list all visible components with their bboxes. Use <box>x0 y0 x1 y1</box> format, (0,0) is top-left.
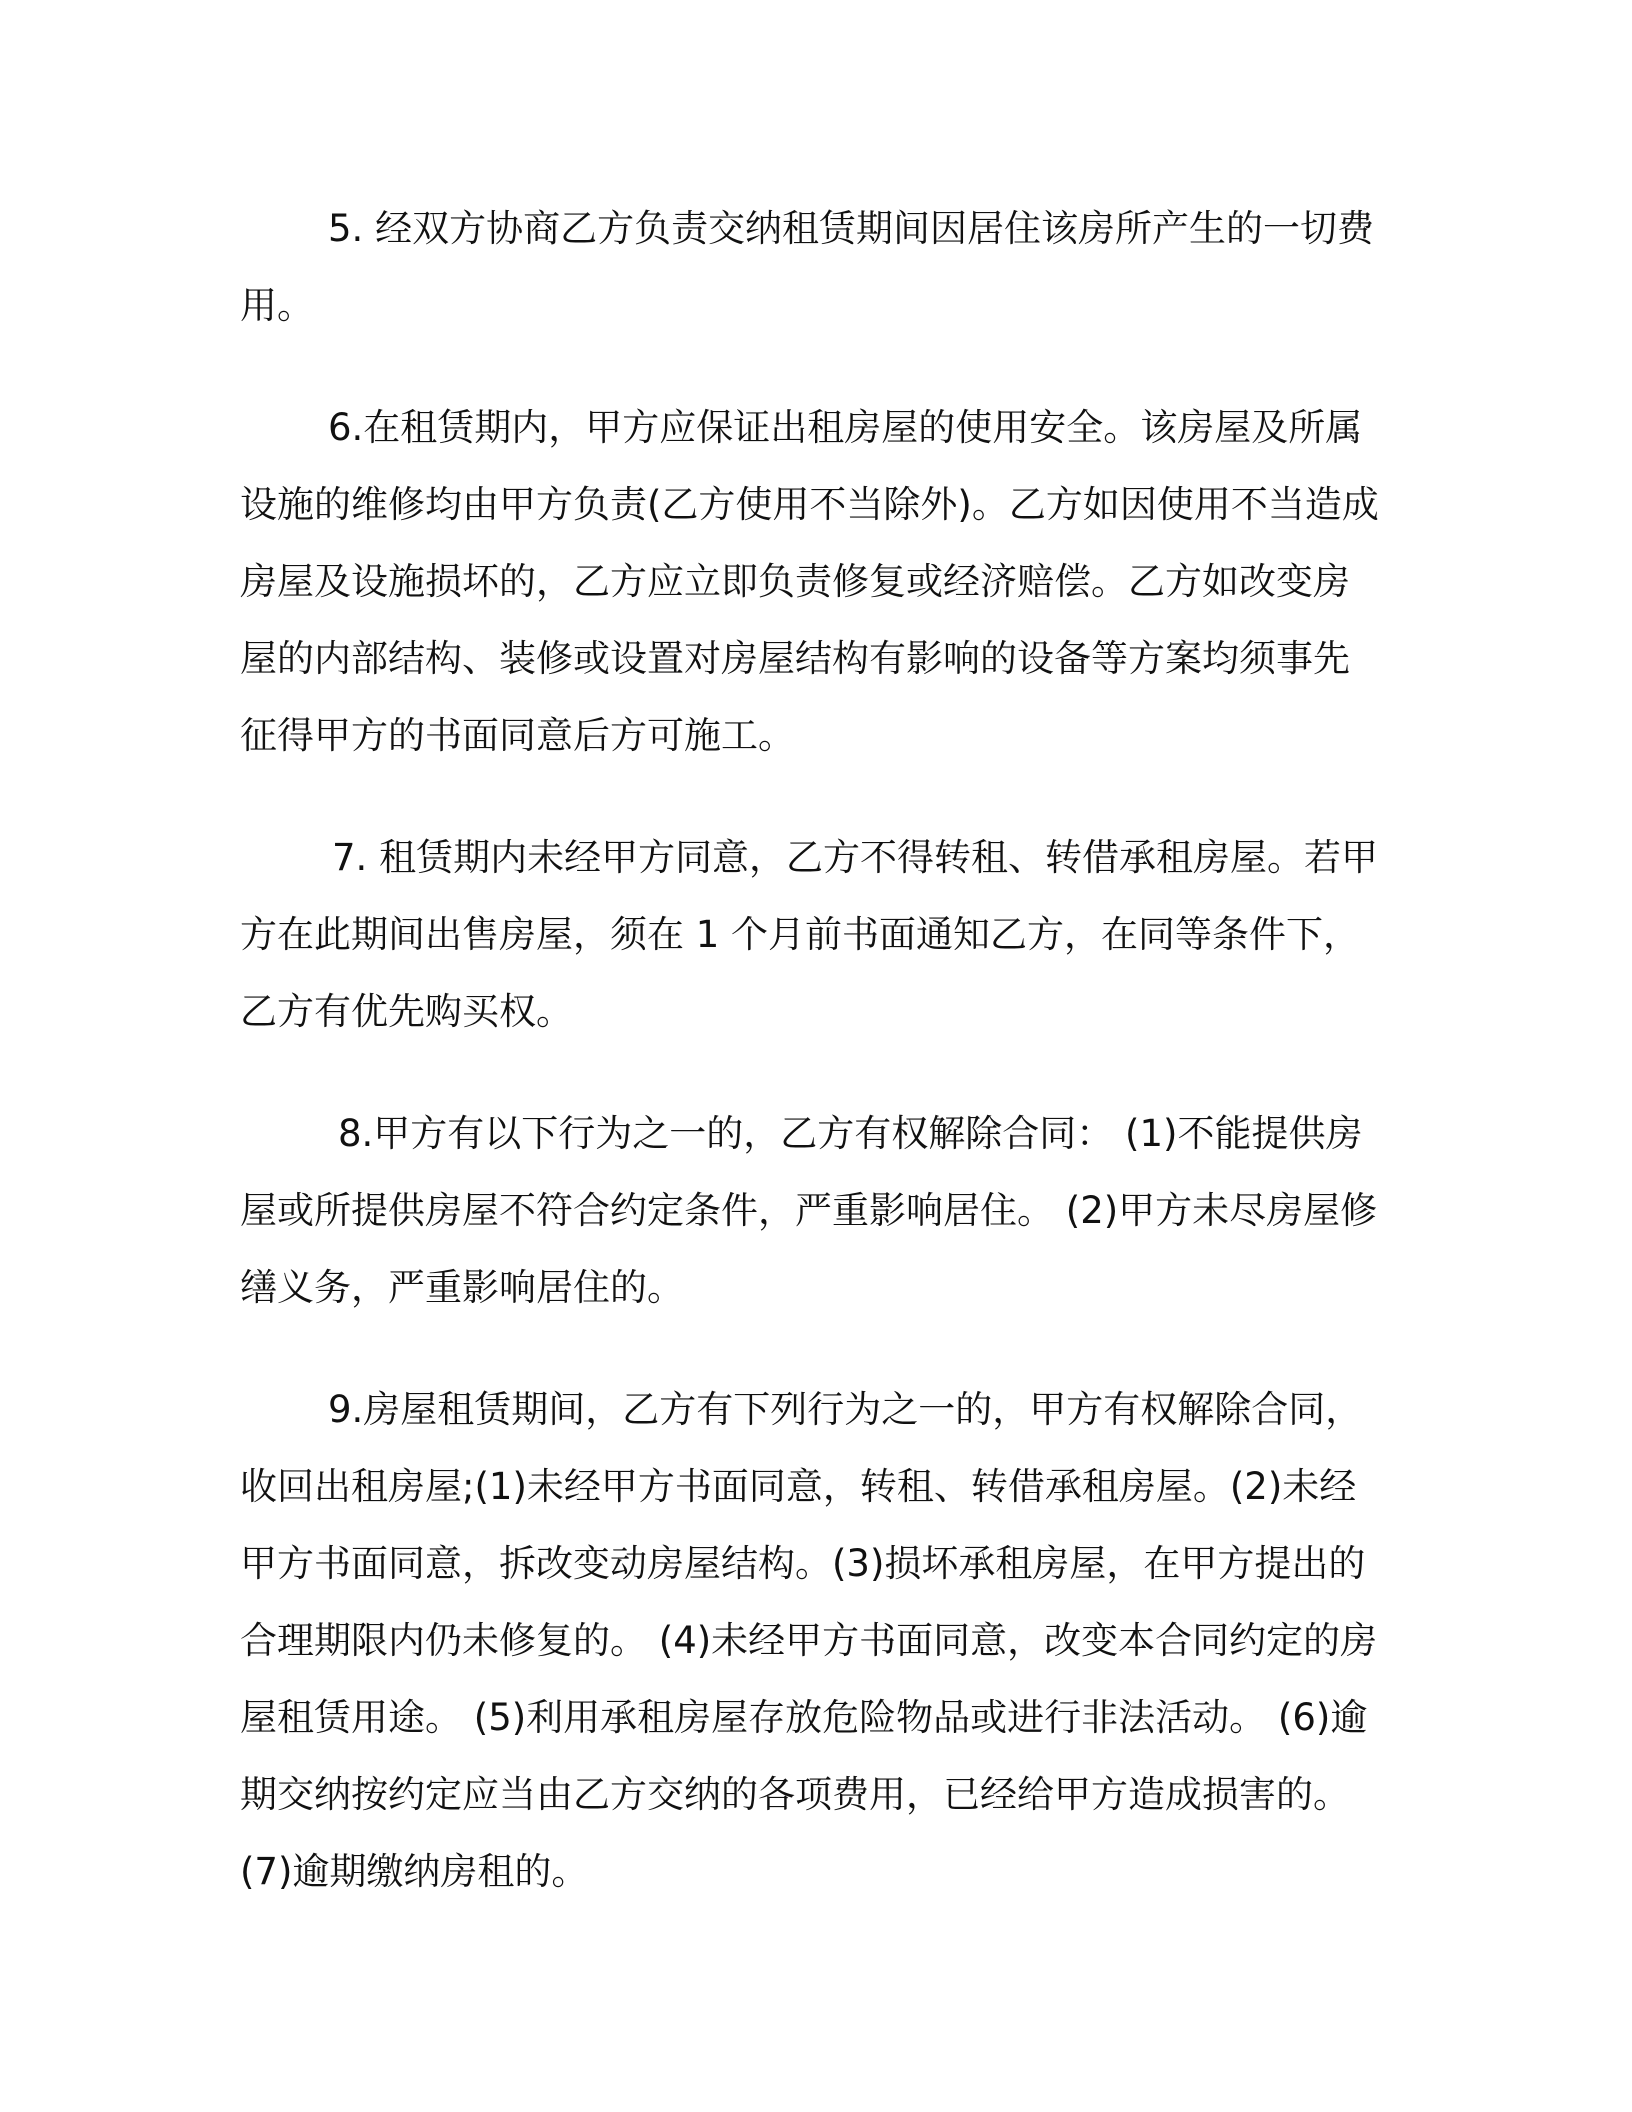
clause-5-line-2: 用。 <box>240 284 314 327</box>
clause-7-line-1: 7. 租赁期内未经甲方同意，乙方不得转租、转借承租房屋。若甲 <box>332 836 1379 879</box>
clause-7-paragraph <box>240 819 1380 1050</box>
clause-6-line-2: 设施的维修均由甲方负责(乙方使用不当除外)。乙方如因使用不当造成 <box>240 483 1379 526</box>
document-body <box>240 190 1380 1955</box>
clause-8-line-1: 8.甲方有以下行为之一的，乙方有权解除合同： (1)不能提供房 <box>338 1112 1363 1155</box>
clause-8-line-2: 屋或所提供房屋不符合约定条件，严重影响居住。 (2)甲方未尽房屋修 <box>240 1189 1378 1232</box>
clause-6-line-5: 征得甲方的书面同意后方可施工。 <box>240 714 795 757</box>
clause-9-line-5: 屋租赁用途。 (5)利用承租房屋存放危险物品或进行非法活动。 (6)逾 <box>240 1696 1368 1739</box>
clause-9-line-2: 收回出租房屋;(1)未经甲方书面同意，转租、转借承租房屋。(2)未经 <box>240 1465 1357 1508</box>
clause-6-paragraph <box>240 389 1380 774</box>
clause-7-line-2: 方在此期间出售房屋，须在 1 个月前书面通知乙方，在同等条件下， <box>240 913 1361 956</box>
clause-9-line-6: 期交纳按约定应当由乙方交纳的各项费用，已经给甲方造成损害的。 <box>240 1773 1350 1816</box>
clause-8-paragraph <box>240 1095 1380 1326</box>
clause-6-line-3: 房屋及设施损坏的，乙方应立即负责修复或经济赔偿。乙方如改变房 <box>240 560 1350 603</box>
clause-9-line-4: 合理期限内仍未修复的。 (4)未经甲方书面同意，改变本合同约定的房 <box>240 1619 1378 1662</box>
clause-9-line-3: 甲方书面同意，拆改变动房屋结构。(3)损坏承租房屋，在甲方提出的 <box>240 1542 1366 1585</box>
clause-8-line-3: 缮义务，严重影响居住的。 <box>240 1266 684 1309</box>
clause-6-line-1: 6.在租赁期内，甲方应保证出租房屋的使用安全。该房屋及所属 <box>328 406 1363 449</box>
clause-9-paragraph <box>240 1371 1380 1910</box>
clause-6-line-4: 屋的内部结构、装修或设置对房屋结构有影响的设备等方案均须事先 <box>240 637 1350 680</box>
clause-7-line-3: 乙方有优先购买权。 <box>240 990 573 1033</box>
clause-5-line-1: 5. 经双方协商乙方负责交纳租赁期间因居住该房所产生的一切费 <box>328 207 1375 250</box>
clause-5-paragraph <box>240 190 1380 344</box>
clause-9-line-7: (7)逾期缴纳房租的。 <box>240 1850 589 1893</box>
clause-9-line-1: 9.房屋租赁期间，乙方有下列行为之一的，甲方有权解除合同， <box>328 1388 1363 1431</box>
